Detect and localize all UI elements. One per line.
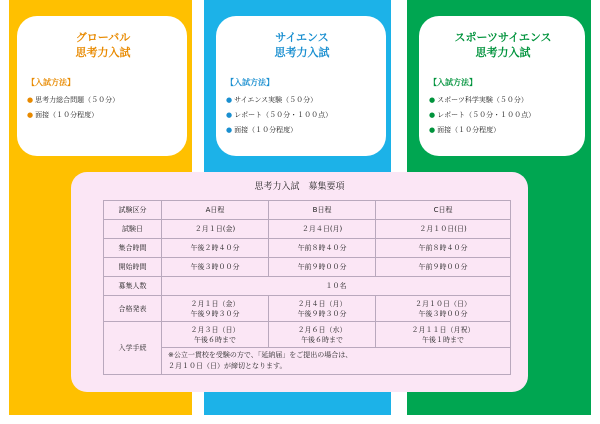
method-item: ● 面接（１０分程度）: [226, 126, 298, 134]
method-list: [226, 93, 378, 138]
note-cell: ※公立一貫校を受験の方で、「延納届」をご提出の場合は、 ２月１０日（日）が締切となります。: [162, 348, 511, 375]
table-cell: ２月４日(月): [269, 220, 376, 239]
table-cell: ２月１１日（月祝） 午後１時まで: [376, 322, 511, 348]
method-item: ● レポート（５０分・１００点）: [226, 111, 333, 119]
method-item: ● サイエンス実験（５０分）: [226, 96, 318, 104]
header-cell: C日程: [376, 201, 511, 220]
table-cell: 午前９時００分: [269, 258, 376, 277]
sports-science-exam-title: スポーツサイエンス 思考力入試: [454, 31, 552, 59]
bullet-icon: ●: [226, 111, 233, 119]
table-cell: ２月３日（日） 午後６時まで: [162, 322, 269, 348]
table-cell: 午後２時４０分: [162, 239, 269, 258]
method-label: 【入試方法】: [429, 78, 477, 87]
bullet-icon: ●: [27, 96, 34, 104]
row-label: 開始時間: [104, 258, 162, 277]
method-list: [27, 93, 179, 123]
table-row: [104, 220, 511, 239]
sports-science-exam-card: [419, 16, 585, 156]
bullet-icon: ●: [27, 111, 34, 119]
header-cell: 試験区分: [104, 201, 162, 220]
table-cell: ２月１０日（日） 午後３時００分: [376, 296, 511, 322]
row-label: 募集人数: [104, 277, 162, 296]
table-cell: 午前９時００分: [376, 258, 511, 277]
table-cell: 午前８時４０分: [269, 239, 376, 258]
row-label: 合格発表: [104, 296, 162, 322]
science-exam-card: [216, 16, 386, 156]
table-row: [104, 322, 511, 348]
header-cell: A日程: [162, 201, 269, 220]
row-label: 試験日: [104, 220, 162, 239]
header-cell: B日程: [269, 201, 376, 220]
table-header-row: [104, 201, 511, 220]
recruitment-table: [103, 200, 511, 375]
table-cell: ２月４日（月） 午後９時３０分: [269, 296, 376, 322]
method-item: ● レポート（５０分・１００点）: [429, 111, 536, 119]
recruitment-guide-panel: [71, 172, 528, 392]
table-cell: ２月１０日(日): [376, 220, 511, 239]
table-cell: ２月１日(金): [162, 220, 269, 239]
bullet-icon: ●: [429, 111, 436, 119]
table-cell: ２月１日（金） 午後９時３０分: [162, 296, 269, 322]
bullet-icon: ●: [429, 96, 436, 104]
bullet-icon: ●: [429, 126, 436, 134]
bullet-icon: ●: [226, 126, 233, 134]
method-label: 【入試方法】: [226, 78, 274, 87]
table-cell: １０名: [162, 277, 511, 296]
science-exam-title: サイエンス 思考力入試: [274, 31, 330, 59]
global-exam-card: [17, 16, 187, 156]
table-cell: ２月６日（水） 午後６時まで: [269, 322, 376, 348]
table-row: [104, 296, 511, 322]
table-cell: 午前８時４０分: [376, 239, 511, 258]
method-item: ● 面接（１０分程度）: [27, 111, 99, 119]
table-cell: 午後３時００分: [162, 258, 269, 277]
method-label: 【入試方法】: [27, 78, 75, 87]
method-list: [429, 93, 577, 138]
table-row: [104, 277, 511, 296]
recruitment-guide-title: 思考力入試 募集要項: [254, 182, 345, 192]
bullet-icon: ●: [226, 96, 233, 104]
table-row: [104, 258, 511, 277]
method-item: ● スポーツ科学実験（５０分）: [429, 96, 528, 104]
table-row: [104, 239, 511, 258]
table-row: [104, 348, 511, 375]
row-label: 集合時間: [104, 239, 162, 258]
row-label: 入学手続: [104, 322, 162, 375]
method-item: ● 面接（１０分程度）: [429, 126, 501, 134]
method-item: ● 思考力総合問題（５０分）: [27, 96, 120, 104]
global-exam-title: グローバル 思考力入試: [75, 31, 131, 59]
